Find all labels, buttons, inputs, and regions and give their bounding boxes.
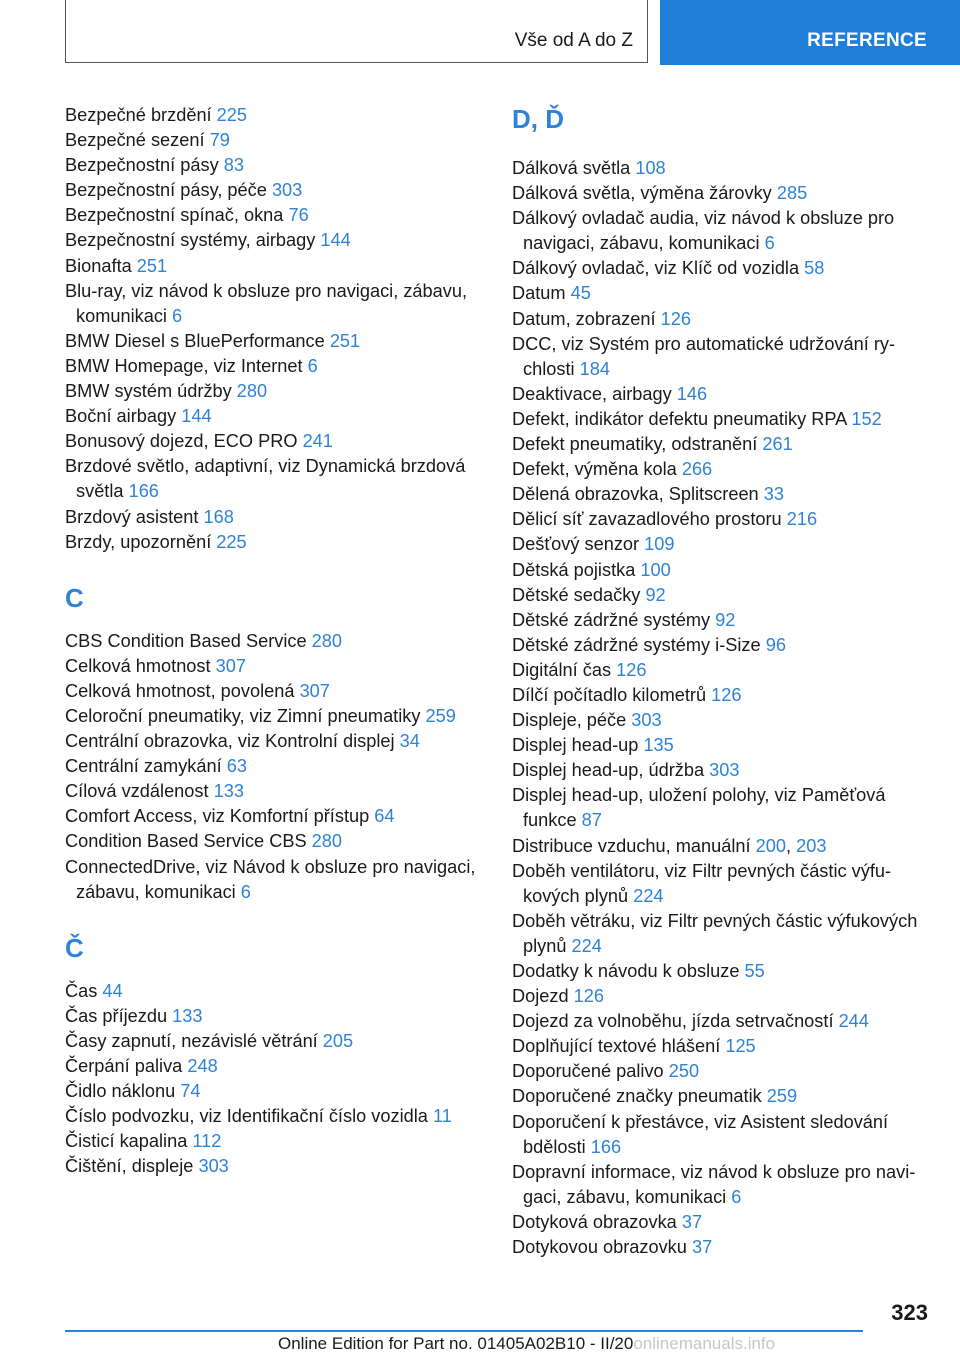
index-entry xyxy=(65,103,485,128)
index-entry xyxy=(512,432,937,457)
index-entry-text: Dětské sedačky xyxy=(512,584,646,605)
index-entry xyxy=(65,779,485,804)
index-entry-text: Brzdy, upozornění xyxy=(65,531,217,552)
index-entry xyxy=(65,704,485,729)
index-entry xyxy=(65,654,485,679)
page-ref-link[interactable]: 126 xyxy=(616,659,647,680)
page-ref-link[interactable]: 152 xyxy=(851,408,882,429)
page-ref-link[interactable]: 200 xyxy=(755,835,786,856)
index-entry-text: Bezpečné sezení xyxy=(65,130,210,151)
page-ref-link[interactable]: 285 xyxy=(776,183,808,204)
index-entry xyxy=(65,1154,485,1179)
index-entry-text: Bezpečné brzdění xyxy=(65,105,217,125)
page-ref-link[interactable]: 55 xyxy=(744,961,765,981)
index-entry xyxy=(512,507,937,532)
index-entry xyxy=(65,429,485,454)
page-ref-link[interactable]: 225 xyxy=(216,105,248,125)
page-ref-link[interactable]: 87 xyxy=(581,810,602,831)
index-entry-text: Čidlo náklonu xyxy=(65,1081,181,1102)
index-entry xyxy=(65,354,485,379)
index-entry xyxy=(65,1104,485,1129)
index-entry xyxy=(65,754,485,779)
index-entry xyxy=(65,1129,485,1154)
index-entry-text: Brzdový asistent xyxy=(65,506,204,527)
page-ref-link[interactable]: 303 xyxy=(271,180,303,201)
page-ref-link[interactable]: 303 xyxy=(709,760,740,781)
page-ref-link[interactable]: 146 xyxy=(676,383,708,404)
page-ref-link[interactable]: 83 xyxy=(223,155,244,176)
page-ref-link[interactable]: 37 xyxy=(691,1237,713,1258)
page-ref-link[interactable]: 64 xyxy=(374,806,395,827)
index-entry-text: Comfort Access, viz Komfortní přístup xyxy=(65,806,375,827)
index-entry xyxy=(65,228,485,253)
index-entry-text: Dálkový ovladač, viz Klíč od vozidla xyxy=(512,258,805,279)
index-entry-text: Bonusový dojezd, ECO PRO xyxy=(65,431,303,452)
index-entry xyxy=(512,608,937,633)
footer-edition-text: Online Edition for Part no. 01405A02B10 - II/20 xyxy=(278,1334,634,1353)
index-entry-text: Doběh větráku, viz Filtr pevných částic výfukových plynů xyxy=(512,910,918,956)
index-section-letter: C xyxy=(65,582,84,613)
page-ref-separator: , xyxy=(786,835,797,856)
index-entry xyxy=(65,454,485,504)
page-ref-link[interactable]: 168 xyxy=(203,506,234,527)
index-entry xyxy=(512,633,937,658)
index-entry xyxy=(65,1004,485,1029)
index-entry-text: Dílčí počítadlo kilometrů xyxy=(512,684,712,705)
page-ref-link[interactable]: 34 xyxy=(399,731,420,752)
index-entry-text: Bezpečnostní pásy, péče xyxy=(65,180,272,201)
page-ref-link[interactable]: 135 xyxy=(643,735,674,756)
index-entry-text: Deaktivace, airbagy xyxy=(512,383,677,404)
index-entry-text: Dodatky k návodu k obsluze xyxy=(512,961,745,981)
index-entry-text: Defekt pneumatiky, odstranění xyxy=(512,434,763,455)
page-ref-link[interactable]: 261 xyxy=(762,434,793,455)
index-entry xyxy=(512,658,937,683)
index-entry xyxy=(65,829,485,854)
footer-divider xyxy=(65,1330,863,1332)
page-ref-link[interactable]: 125 xyxy=(725,1036,756,1057)
index-entry-text: Doběh ventilátoru, viz Filtr pevných částic výfukových plynů xyxy=(512,860,892,906)
page-ref-link[interactable]: 259 xyxy=(766,1086,798,1107)
page-ref-link[interactable]: 58 xyxy=(804,258,825,279)
index-entry xyxy=(65,254,485,279)
index-entry xyxy=(512,1034,937,1059)
index-entry-text: Dětské zádržné systémy xyxy=(512,609,716,630)
index-entry xyxy=(65,178,485,203)
index-entry-text: Datum xyxy=(512,283,571,304)
page-ref-link[interactable]: 280 xyxy=(311,630,343,651)
page-ref-link[interactable]: 266 xyxy=(681,459,713,480)
page-ref-link[interactable]: 108 xyxy=(635,158,666,178)
index-entry xyxy=(512,1160,937,1210)
page-ref-link[interactable]: 109 xyxy=(644,534,675,555)
index-entry xyxy=(512,733,937,758)
index-entry-text: Celková hmotnost, povolená xyxy=(65,680,300,701)
index-entry xyxy=(512,307,937,332)
index-entry xyxy=(65,329,485,354)
index-entry xyxy=(65,404,485,429)
index-entry-text: Condition Based Service CBS xyxy=(65,831,312,852)
index-entry xyxy=(512,1009,937,1034)
page-ref-link[interactable]: 33 xyxy=(763,484,784,505)
index-entry-text: Čisticí kapalina xyxy=(65,1131,193,1152)
page-ref-link[interactable]: 241 xyxy=(302,431,333,452)
page-ref-link[interactable]: 133 xyxy=(172,1005,203,1026)
index-entry xyxy=(512,457,937,482)
index-entry xyxy=(512,181,937,206)
page-ref-link[interactable]: 6 xyxy=(307,355,318,376)
index-entry xyxy=(512,583,937,608)
page-ref-link[interactable]: 144 xyxy=(320,230,351,251)
index-entry-text: Dopravní informace, viz návod k obsluze pro navigaci, zábavu, komunikaci xyxy=(512,1161,916,1207)
index-entry xyxy=(65,804,485,829)
page-ref-link[interactable]: 224 xyxy=(571,935,602,956)
index-entry-text: Blu-ray, viz návod k obsluze pro navigaci, zábavu, komunikaci xyxy=(65,280,468,326)
page-ref-link[interactable]: 166 xyxy=(128,481,159,502)
page-ref-link[interactable]: 6 xyxy=(240,881,251,902)
index-entry-text: Celková hmotnost xyxy=(65,655,216,676)
index-entry-text: Bionafta xyxy=(65,255,137,276)
page-ref-link[interactable]: 307 xyxy=(215,655,246,676)
index-entry xyxy=(512,859,937,909)
index-entry-text: Centrální obrazovka, viz Kontrolní displej xyxy=(65,731,400,752)
index-entry-text: Cílová vzdálenost xyxy=(65,781,214,802)
index-entry-text: Brzdové světlo, adaptivní, viz Dynamická brzdová světla xyxy=(65,456,466,502)
page-ref-link[interactable]: 280 xyxy=(236,381,268,402)
index-entry-text: Doporučené značky pneumatik xyxy=(512,1086,767,1107)
page-ref-link[interactable]: 6 xyxy=(764,233,775,254)
index-entry xyxy=(65,979,485,1004)
index-section-letter: Č xyxy=(65,932,84,963)
page-ref-link[interactable]: 307 xyxy=(299,680,330,701)
index-entry-text: Dětská pojistka xyxy=(512,559,641,580)
index-entry xyxy=(512,1059,937,1084)
index-entry-text: CBS Condition Based Service xyxy=(65,630,312,651)
index-entry xyxy=(65,1079,485,1104)
page-ref-link[interactable]: 166 xyxy=(590,1136,622,1157)
index-entry-text: Displej head-up, údržba xyxy=(512,760,710,781)
index-entry-text: Dálkový ovladač audia, viz návod k obsluze pro navigaci, zábavu, komunikaci xyxy=(512,208,895,254)
index-entry xyxy=(512,206,937,256)
index-entry xyxy=(512,407,937,432)
header-section-title: Vše od A do Z xyxy=(514,30,633,51)
index-entry-text: Čerpání paliva xyxy=(65,1056,188,1076)
page-ref-link[interactable]: 133 xyxy=(213,781,244,802)
index-entry xyxy=(512,959,937,984)
index-entry-text: Bezpečnostní systémy, airbagy xyxy=(65,230,321,251)
page-ref-link[interactable]: 303 xyxy=(198,1156,229,1177)
page-ref-link[interactable]: 79 xyxy=(209,130,230,151)
page-ref-link[interactable]: 216 xyxy=(786,509,818,530)
index-column-right xyxy=(512,103,937,1260)
index-entry-text: Celoroční pneumatiky, viz Zimní pneumatiky xyxy=(65,705,426,726)
page-ref-link[interactable]: 126 xyxy=(711,684,742,705)
page-ref-link[interactable]: 251 xyxy=(136,255,168,276)
page-ref-link[interactable]: 303 xyxy=(631,710,662,731)
index-entry-text: Dětské zádržné systémy i-Size xyxy=(512,634,766,655)
page-number: 323 xyxy=(891,1300,928,1325)
index-entry-text: Číslo podvozku, viz Identifikační číslo vozidla xyxy=(65,1106,433,1127)
page-ref-link[interactable]: 100 xyxy=(640,559,671,580)
index-entry-text: Dotyková obrazovka xyxy=(512,1211,682,1232)
index-entry xyxy=(512,532,937,557)
index-column-left xyxy=(65,103,485,1179)
index-entry-text: Defekt, indikátor defektu pneumatiky RPA xyxy=(512,408,852,429)
index-entry-text: Displej head-up xyxy=(512,735,644,756)
index-entry-text: Bezpečnostní pásy xyxy=(65,155,224,176)
page-ref-link[interactable]: 259 xyxy=(425,705,456,726)
page-ref-link[interactable]: 248 xyxy=(187,1056,218,1076)
index-entry xyxy=(512,1235,937,1260)
index-entry-text: Defekt, výměna kola xyxy=(512,459,682,480)
index-entry-text: Datum, zobrazení xyxy=(512,308,661,329)
page-ref-link[interactable]: 225 xyxy=(216,531,247,552)
index-entry xyxy=(65,729,485,754)
index-entry xyxy=(512,708,937,733)
index-entry xyxy=(512,1210,937,1235)
index-entry-text: Dotykovou obrazovku xyxy=(512,1237,692,1258)
page-ref-link[interactable]: 11 xyxy=(432,1106,452,1127)
page-ref-link[interactable]: 205 xyxy=(322,1030,354,1051)
page-ref-link[interactable]: 250 xyxy=(668,1061,700,1082)
index-entry xyxy=(65,505,485,530)
index-entry xyxy=(65,855,485,905)
page-ref-link[interactable]: 224 xyxy=(633,885,664,906)
index-entry-text: Čas příjezdu xyxy=(65,1005,173,1026)
index-entry xyxy=(512,758,937,783)
header-reference-tab[interactable] xyxy=(660,0,960,65)
index-entry xyxy=(65,629,485,654)
index-entry-text: ConnectedDrive, viz Návod k obsluze pro navigaci, zábavu, komunikaci xyxy=(65,856,476,902)
index-entry-text: BMW Homepage, viz Internet xyxy=(65,355,308,376)
index-entry-text: Distribuce vzduchu, manuální xyxy=(512,835,756,856)
page-ref-link[interactable]: 74 xyxy=(180,1081,201,1102)
page-ref-link[interactable]: 126 xyxy=(660,308,691,329)
index-entry xyxy=(512,683,937,708)
page-ref-link[interactable]: 44 xyxy=(102,980,123,1001)
page-ref-link[interactable]: 280 xyxy=(311,831,343,852)
index-entry xyxy=(65,1054,485,1079)
index-entry xyxy=(512,558,937,583)
index-entry xyxy=(512,332,937,382)
index-entry xyxy=(512,984,937,1009)
index-entry-text: Dojezd za volnoběhu, jízda setrvačností xyxy=(512,1011,839,1032)
index-entry xyxy=(512,909,937,959)
index-entry-text: Boční airbagy xyxy=(65,406,182,427)
index-entry-text: Čas xyxy=(65,980,103,1001)
page-ref-link[interactable]: 144 xyxy=(181,406,212,427)
index-entry-text: Dělená obrazovka, Splitscreen xyxy=(512,484,764,505)
index-entry xyxy=(512,281,937,306)
index-entry xyxy=(65,679,485,704)
index-entry-text: Displej head-up, uložení polohy, viz Paměťová funkce xyxy=(512,785,886,831)
index-entry xyxy=(65,203,485,228)
index-entry xyxy=(65,1029,485,1054)
header-section-box xyxy=(65,0,648,63)
index-entry xyxy=(65,379,485,404)
index-entry xyxy=(512,482,937,507)
index-entry xyxy=(512,382,937,407)
index-entry-text: Čištění, displeje xyxy=(65,1156,199,1177)
index-entry-text: Doplňující textové hlášení xyxy=(512,1036,726,1057)
footer-watermark: onlinemanuals.info xyxy=(633,1334,776,1353)
page-ref-link[interactable]: 92 xyxy=(715,609,736,630)
index-entry xyxy=(512,256,937,281)
index-entry-text: Dešťový senzor xyxy=(512,534,645,555)
index-entry xyxy=(65,530,485,555)
index-entry-text: Doporučení k přestávce, viz Asistent sledování bdělosti xyxy=(512,1111,889,1157)
page-ref-link[interactable]: 184 xyxy=(579,358,610,379)
index-entry-text: Digitální čas xyxy=(512,659,617,680)
page-ref-link[interactable]: 76 xyxy=(288,205,309,226)
index-entry-text: Bezpečnostní spínač, okna xyxy=(65,205,289,226)
index-entry-text: Časy zapnutí, nezávislé větrání xyxy=(65,1030,323,1051)
page-ref-link[interactable]: 203 xyxy=(796,835,827,856)
page-ref-link[interactable]: 63 xyxy=(226,756,247,777)
index-entry-text: Displeje, péče xyxy=(512,710,632,731)
index-entry xyxy=(65,153,485,178)
page-ref-link[interactable]: 96 xyxy=(765,634,786,655)
page-ref-link[interactable]: 92 xyxy=(645,584,666,605)
index-section-letter: D, Ď xyxy=(512,104,564,134)
index-entry xyxy=(512,834,937,859)
index-entry xyxy=(65,279,485,329)
page-ref-link[interactable]: 6 xyxy=(172,305,183,326)
index-entry-text: Doporučené palivo xyxy=(512,1061,669,1082)
header-reference-tab-label: REFERENCE xyxy=(807,30,927,51)
page-ref-link[interactable]: 244 xyxy=(838,1011,869,1032)
index-entry-text: BMW Diesel s BluePerformance xyxy=(65,330,330,351)
index-entry xyxy=(512,783,937,833)
index-entry-text: Dojezd xyxy=(512,986,574,1007)
page-ref-link[interactable]: 45 xyxy=(570,283,591,304)
page-ref-link[interactable]: 126 xyxy=(573,986,605,1007)
index-entry xyxy=(512,1110,937,1160)
page-ref-link[interactable]: 6 xyxy=(731,1186,742,1207)
page-ref-link[interactable]: 251 xyxy=(329,330,361,351)
footer-edition-line xyxy=(278,1334,775,1354)
index-entry-text: Dálková světla, výměna žárovky xyxy=(512,183,777,204)
index-entry xyxy=(512,156,937,181)
page-ref-link[interactable]: 112 xyxy=(192,1131,222,1152)
page-ref-link[interactable]: 37 xyxy=(681,1211,703,1232)
index-entry-text: Dálková světla xyxy=(512,158,636,178)
index-entry-text: BMW systém údržby xyxy=(65,381,237,402)
index-entry-text: Dělicí síť zavazadlového prostoru xyxy=(512,509,787,530)
index-entry-text: Centrální zamykání xyxy=(65,756,227,777)
index-entry xyxy=(512,1084,937,1109)
index-entry xyxy=(65,128,485,153)
index-entry-text: DCC, viz Systém pro automatické udržování rychlosti xyxy=(512,333,896,379)
